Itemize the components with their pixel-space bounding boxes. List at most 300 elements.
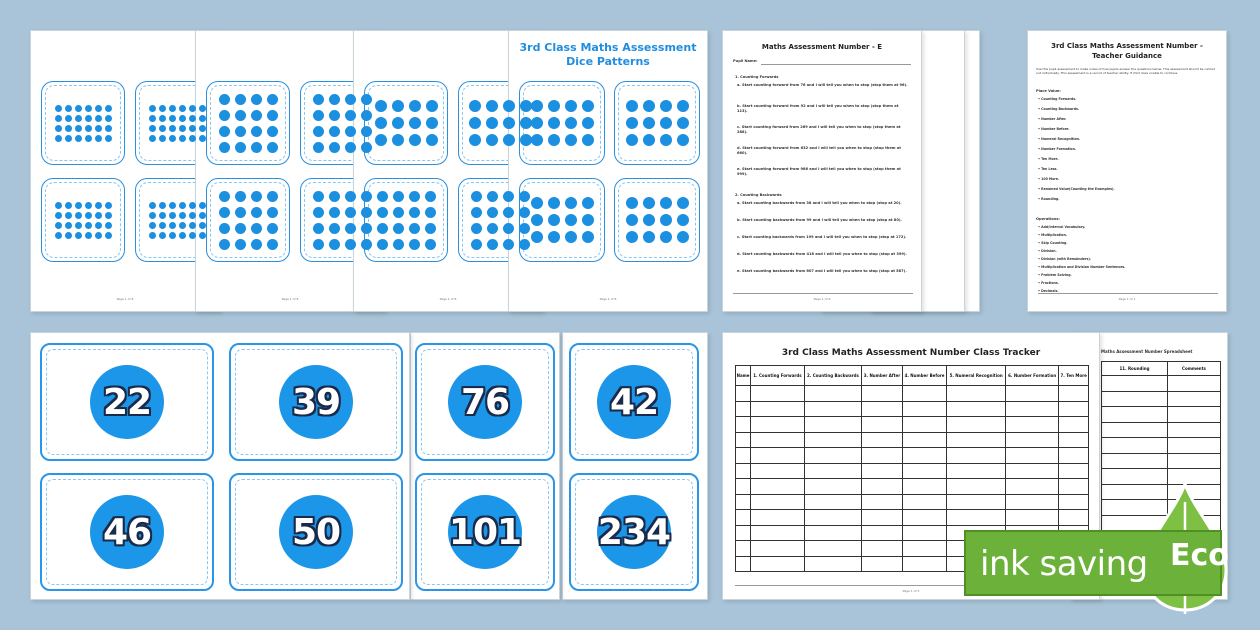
dice-dot xyxy=(85,135,92,142)
table-cell xyxy=(1006,479,1059,495)
dice-dot xyxy=(267,110,278,121)
table-cell xyxy=(947,432,1006,448)
dice-dot xyxy=(626,197,638,209)
table-cell xyxy=(751,510,805,526)
dice-dot xyxy=(409,100,421,112)
dice-dot xyxy=(313,110,324,121)
dice-dot-grid xyxy=(136,82,218,164)
dice-dot xyxy=(219,142,230,153)
dice-dot xyxy=(95,202,102,209)
dice-dot xyxy=(503,134,515,146)
dice-dot xyxy=(531,214,543,226)
dice-dot xyxy=(503,223,514,234)
dice-dot xyxy=(267,207,278,218)
table-cell xyxy=(1006,510,1059,526)
dice-dot xyxy=(219,239,230,250)
number-card xyxy=(569,343,699,461)
table-row xyxy=(736,432,1089,448)
dice-dot xyxy=(503,191,514,202)
dice-dot xyxy=(409,207,420,218)
dice-card xyxy=(206,81,290,165)
eco-tag: Eco xyxy=(1170,538,1229,573)
dice-dot xyxy=(531,117,543,129)
dice-dot xyxy=(251,223,262,234)
dice-dot xyxy=(65,115,72,122)
dice-dot xyxy=(65,222,72,229)
dice-dot xyxy=(503,239,514,250)
dice-card xyxy=(614,178,700,262)
table-cell xyxy=(736,479,751,495)
dice-dot-grid xyxy=(136,179,218,261)
page-footer: Page 1 of 6 xyxy=(813,297,831,301)
dice-dot xyxy=(643,214,655,226)
table-cell xyxy=(862,417,903,433)
dice-dot xyxy=(219,191,230,202)
table-row xyxy=(1102,453,1221,469)
table-cell xyxy=(862,510,903,526)
dice-dot xyxy=(179,115,186,122)
dice-dot xyxy=(251,110,262,121)
dice-card xyxy=(519,81,605,165)
guidance-intro: Use this pupil assessment to make notes of how pupils answer the questions below. This assessment should be carried out individually. This assessment is a record of teacher ability. If child does unable to continue. xyxy=(1036,67,1215,75)
worksheet-item: a. Start counting backwards from 38 and I will tell you when to stop (stop at 20). xyxy=(737,201,902,205)
dice-dot xyxy=(486,134,498,146)
dice-dot xyxy=(375,117,387,129)
dice-dot xyxy=(105,202,112,209)
number-card-value: 101 xyxy=(448,511,522,553)
dice-dot xyxy=(169,222,176,229)
dice-dot xyxy=(426,117,438,129)
number-card-value: 234 xyxy=(597,511,671,553)
table-cell xyxy=(1059,463,1089,479)
dice-dot xyxy=(251,239,262,250)
dice-dot xyxy=(626,134,638,146)
dice-dot xyxy=(677,134,689,146)
guidance-bullet: • Numeral Recognition. xyxy=(1038,137,1081,141)
guidance-bullet: • Division (with Remainders). xyxy=(1038,257,1092,261)
table-row xyxy=(736,417,1089,433)
guidance-title: 3rd Class Maths Assessment Number - Teacher Guidance xyxy=(1051,42,1203,60)
dice-dot xyxy=(105,125,112,132)
dice-dot xyxy=(235,126,246,137)
dice-dot xyxy=(85,125,92,132)
dice-dot xyxy=(105,135,112,142)
table-cell xyxy=(1167,453,1220,469)
table-cell xyxy=(1006,386,1059,402)
dice-dot xyxy=(409,117,421,129)
dice-dot xyxy=(345,207,356,218)
dice-dot xyxy=(677,197,689,209)
dice-dot xyxy=(199,212,206,219)
dice-dot xyxy=(486,100,498,112)
dice-dot xyxy=(375,134,387,146)
guidance-bullet: • Division. xyxy=(1038,249,1057,253)
guidance-bullet: • Rounding. xyxy=(1038,197,1060,201)
dice-dot xyxy=(65,105,72,112)
dice-dot xyxy=(425,207,436,218)
table-cell xyxy=(902,525,946,541)
dice-dot xyxy=(565,231,577,243)
dice-dot xyxy=(548,134,560,146)
dice-dot xyxy=(179,222,186,229)
dice-dot xyxy=(503,207,514,218)
dice-dot xyxy=(159,202,166,209)
table-cell xyxy=(736,525,751,541)
table-cell xyxy=(1059,386,1089,402)
dice-dot xyxy=(393,239,404,250)
dice-dot xyxy=(219,223,230,234)
dice-dot xyxy=(313,239,324,250)
dice-dot xyxy=(471,207,482,218)
dice-dot xyxy=(582,117,594,129)
dice-dot xyxy=(582,100,594,112)
dice-dot xyxy=(469,100,481,112)
spreadsheet-col-header: Comments xyxy=(1167,362,1220,376)
dice-dot xyxy=(75,105,82,112)
dice-dot xyxy=(677,231,689,243)
dice-dot xyxy=(235,110,246,121)
page-footer: Page 1 of 8 xyxy=(599,297,617,301)
table-cell xyxy=(751,479,805,495)
table-cell xyxy=(1102,453,1168,469)
table-cell xyxy=(1006,463,1059,479)
dice-dot xyxy=(409,239,420,250)
dice-dot xyxy=(159,135,166,142)
pupil-name-label: Pupil Name: xyxy=(733,59,758,63)
dice-dot xyxy=(471,239,482,250)
table-cell xyxy=(804,541,861,557)
table-cell xyxy=(1167,391,1220,407)
dice-dot xyxy=(313,142,324,153)
number-card-value: 46 xyxy=(102,511,152,553)
table-cell xyxy=(736,556,751,572)
table-cell xyxy=(862,525,903,541)
dice-dot xyxy=(169,115,176,122)
table-cell xyxy=(902,386,946,402)
dice-card xyxy=(41,178,125,262)
counting-worksheet xyxy=(722,30,922,312)
dice-dot xyxy=(189,135,196,142)
table-row xyxy=(736,494,1089,510)
table-cell xyxy=(902,417,946,433)
dice-dot xyxy=(85,222,92,229)
dice-card xyxy=(364,81,448,165)
table-cell xyxy=(804,463,861,479)
section-counting-backwards: 2. Counting Backwards xyxy=(735,193,782,197)
dice-dot xyxy=(409,223,420,234)
dice-dot xyxy=(313,191,324,202)
dice-dot xyxy=(65,232,72,239)
dice-dot xyxy=(660,100,672,112)
dice-dot xyxy=(345,126,356,137)
worksheet-item: d. Start counting backwards from 416 and I will tell you when to stop (stop at 399). xyxy=(737,252,907,256)
dice-dot xyxy=(105,105,112,112)
guidance-bullet: • Number Formation. xyxy=(1038,147,1077,151)
number-cards-sheet-3 xyxy=(562,332,708,600)
dice-dot xyxy=(503,117,515,129)
dice-dot xyxy=(375,100,387,112)
dice-dot xyxy=(582,214,594,226)
footer-rule xyxy=(733,293,913,294)
dice-dot xyxy=(313,126,324,137)
dice-dot xyxy=(677,214,689,226)
table-cell xyxy=(862,479,903,495)
dice-dot xyxy=(582,134,594,146)
dice-dot xyxy=(486,117,498,129)
dice-dot xyxy=(235,223,246,234)
dice-dot xyxy=(169,135,176,142)
dice-card xyxy=(41,81,125,165)
dice-dot xyxy=(169,212,176,219)
dice-dot xyxy=(235,207,246,218)
dice-dot xyxy=(179,212,186,219)
table-cell xyxy=(804,479,861,495)
table-cell xyxy=(1006,432,1059,448)
dice-dot xyxy=(626,214,638,226)
dice-dot xyxy=(345,223,356,234)
table-cell xyxy=(1059,448,1089,464)
table-cell xyxy=(751,463,805,479)
dice-dot xyxy=(660,134,672,146)
page-footer: Page 1 of 8 xyxy=(116,297,134,301)
dice-dot xyxy=(329,94,340,105)
dice-dot xyxy=(85,105,92,112)
guidance-bullet: • Counting Forwards. xyxy=(1038,97,1077,101)
dice-dot xyxy=(345,239,356,250)
dice-dot xyxy=(235,239,246,250)
number-card xyxy=(569,473,699,591)
dice-dot xyxy=(189,105,196,112)
dice-dot-grid xyxy=(365,179,447,261)
dice-dot xyxy=(149,202,156,209)
dice-dot xyxy=(85,115,92,122)
number-card-value: 76 xyxy=(460,381,510,423)
table-cell xyxy=(1102,407,1168,423)
dice-dot xyxy=(169,105,176,112)
dice-dot xyxy=(565,117,577,129)
dice-dot xyxy=(149,232,156,239)
dice-dot xyxy=(643,231,655,243)
teacher-guidance-sheet xyxy=(1027,30,1227,312)
table-cell xyxy=(1167,438,1220,454)
table-cell xyxy=(804,510,861,526)
dice-dot xyxy=(548,100,560,112)
table-cell xyxy=(902,494,946,510)
dice-dot xyxy=(531,100,543,112)
footer-rule xyxy=(1038,293,1218,294)
dice-dot xyxy=(409,134,421,146)
dice-dot xyxy=(345,142,356,153)
table-cell xyxy=(862,401,903,417)
table-cell xyxy=(1006,417,1059,433)
worksheet-item: a. Start counting forward from 76 and I will tell you when to stop (stop them at 96). xyxy=(737,83,908,87)
dice-card xyxy=(519,178,605,262)
dice-dot xyxy=(251,126,262,137)
dice-dot xyxy=(149,222,156,229)
table-cell xyxy=(751,417,805,433)
dice-dot-grid xyxy=(365,82,447,164)
dice-dot xyxy=(251,142,262,153)
worksheet-item: c. Start counting forward from 269 and I will tell you when to stop (stop them at 288). xyxy=(737,125,901,134)
spreadsheet-title: Maths Assessment Number Spreadsheet xyxy=(1101,349,1193,354)
dice-dot xyxy=(392,100,404,112)
dice-dot xyxy=(159,125,166,132)
dice-dot xyxy=(199,125,206,132)
dice-dot xyxy=(660,197,672,209)
dice-dot xyxy=(199,135,206,142)
dice-dot xyxy=(329,239,340,250)
dice-dot xyxy=(425,223,436,234)
dice-dot xyxy=(677,117,689,129)
dice-dot xyxy=(377,239,388,250)
dice-dot xyxy=(75,115,82,122)
table-cell xyxy=(902,541,946,557)
number-card xyxy=(229,473,403,591)
table-cell xyxy=(804,417,861,433)
table-cell xyxy=(804,494,861,510)
table-cell xyxy=(736,494,751,510)
dice-dot xyxy=(626,231,638,243)
tracker-col-header: 2. Counting Backwards xyxy=(804,366,861,386)
table-cell xyxy=(862,386,903,402)
dice-dot xyxy=(426,134,438,146)
dice-dot xyxy=(377,223,388,234)
table-cell xyxy=(751,401,805,417)
section-counting-forwards: 1. Counting Forwards xyxy=(735,75,779,79)
guidance-bullet: • Counting Backwards. xyxy=(1038,107,1080,111)
table-cell xyxy=(736,386,751,402)
number-card xyxy=(415,473,555,591)
dice-dot xyxy=(159,232,166,239)
table-row xyxy=(736,448,1089,464)
dice-dot xyxy=(548,214,560,226)
page-footer: Page 1 of 5 xyxy=(902,589,920,593)
number-card xyxy=(40,343,214,461)
dice-dot xyxy=(199,222,206,229)
dice-dot xyxy=(267,94,278,105)
dice-dot xyxy=(643,117,655,129)
dice-dot-grid xyxy=(520,179,604,261)
tracker-col-header: 4. Number Before xyxy=(902,366,946,386)
table-cell xyxy=(862,494,903,510)
table-cell xyxy=(902,510,946,526)
dice-dot xyxy=(95,232,102,239)
number-card-value: 22 xyxy=(102,381,152,423)
table-cell xyxy=(751,494,805,510)
table-cell xyxy=(804,525,861,541)
table-cell xyxy=(1059,401,1089,417)
tracker-col-header: 5. Numeral Recognition xyxy=(947,366,1006,386)
table-cell xyxy=(804,432,861,448)
dice-dot xyxy=(377,207,388,218)
dice-dot xyxy=(149,212,156,219)
dice-dot xyxy=(149,135,156,142)
table-cell xyxy=(1059,417,1089,433)
dice-dot xyxy=(75,125,82,132)
table-cell xyxy=(751,448,805,464)
dice-dot xyxy=(95,125,102,132)
dice-dot xyxy=(377,191,388,202)
dice-dot xyxy=(582,197,594,209)
dice-dot xyxy=(75,135,82,142)
dice-dot xyxy=(329,207,340,218)
table-cell xyxy=(751,541,805,557)
dice-dot-grid xyxy=(615,179,699,261)
dice-dot xyxy=(75,232,82,239)
dice-dot xyxy=(267,223,278,234)
dice-dot-grid xyxy=(207,82,289,164)
topics-heading: Place Value: xyxy=(1036,89,1061,93)
dice-dot xyxy=(159,212,166,219)
table-cell xyxy=(1059,479,1089,495)
number-card xyxy=(415,343,555,461)
tracker-col-header: 7. Ten More xyxy=(1059,366,1089,386)
dice-dot xyxy=(179,135,186,142)
table-cell xyxy=(902,432,946,448)
dice-dot xyxy=(487,207,498,218)
table-cell xyxy=(751,432,805,448)
dice-dot xyxy=(548,231,560,243)
table-cell xyxy=(902,463,946,479)
dice-dot xyxy=(565,134,577,146)
guidance-bullet: • Number After. xyxy=(1038,117,1067,121)
number-card xyxy=(229,343,403,461)
dice-dot xyxy=(75,202,82,209)
dice-dot xyxy=(345,94,356,105)
page-footer: Page 1 of 8 xyxy=(439,297,457,301)
dice-dot xyxy=(169,202,176,209)
dice-dot xyxy=(565,100,577,112)
table-cell xyxy=(736,448,751,464)
table-cell xyxy=(947,417,1006,433)
dice-dot xyxy=(95,105,102,112)
dice-dot xyxy=(345,191,356,202)
pupil-name-line xyxy=(761,64,911,65)
table-cell xyxy=(736,463,751,479)
dice-dot xyxy=(251,191,262,202)
table-cell xyxy=(947,463,1006,479)
dice-dot xyxy=(189,212,196,219)
spreadsheet-col-header: 11. Rounding xyxy=(1102,362,1168,376)
dice-dot xyxy=(626,100,638,112)
dice-dot xyxy=(409,191,420,202)
dice-dot xyxy=(219,207,230,218)
guidance-bullet: • Add/Interval Vocabulary. xyxy=(1038,225,1086,229)
dice-dot xyxy=(425,239,436,250)
guidance-bullet: • Multiplication and Division Number Sentences. xyxy=(1038,265,1126,269)
table-cell xyxy=(902,401,946,417)
table-cell xyxy=(804,556,861,572)
dice-dot-grid xyxy=(520,82,604,164)
dice-dot xyxy=(329,142,340,153)
dice-card xyxy=(614,81,700,165)
dice-dot xyxy=(105,212,112,219)
dice-dot xyxy=(199,115,206,122)
dice-dot xyxy=(267,142,278,153)
dice-dot xyxy=(189,125,196,132)
dice-dot xyxy=(565,197,577,209)
dice-dot xyxy=(393,207,404,218)
table-cell xyxy=(736,541,751,557)
dice-dot xyxy=(219,94,230,105)
dice-dot xyxy=(105,222,112,229)
dice-dot xyxy=(65,125,72,132)
guidance-bullet: • Skip Counting. xyxy=(1038,241,1068,245)
dice-dot xyxy=(626,117,638,129)
number-cards-sheet-1 xyxy=(30,332,410,600)
dice-dot xyxy=(313,207,324,218)
dice-dot xyxy=(531,231,543,243)
